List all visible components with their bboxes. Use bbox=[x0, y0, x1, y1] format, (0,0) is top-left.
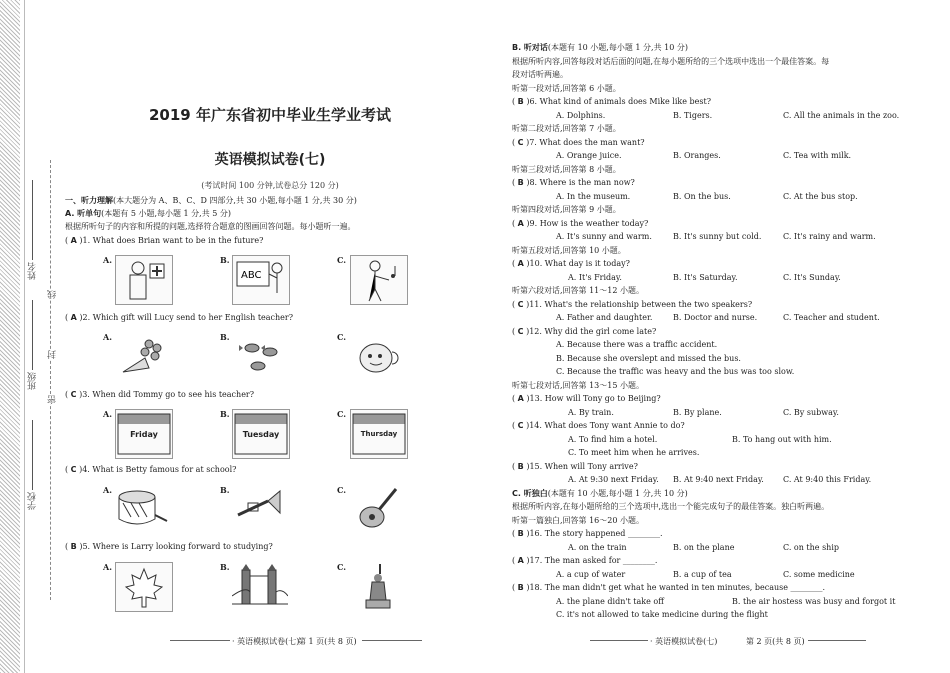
option-c-label: C. bbox=[337, 409, 347, 419]
q17-option-b: B. a cup of tea bbox=[673, 570, 732, 579]
footer-rule-right bbox=[808, 640, 866, 641]
tower-bridge-icon bbox=[232, 562, 288, 610]
q12-option-b: B. Because she overslept and missed the bus. bbox=[556, 354, 741, 363]
part-b-instructions: 根据所听内容,回答每段对话后面的问题,在每小题所给的三个选项中选出一个最佳答案。每 bbox=[512, 57, 830, 66]
answer-7: C bbox=[517, 138, 524, 147]
question-4-text: )4. What is Betty famous for at school? bbox=[79, 465, 237, 474]
option-b-label: B. bbox=[220, 255, 230, 265]
exam-info: (考试时间 100 分钟,试卷总分 120 分) bbox=[201, 181, 339, 190]
maple-leaf-icon bbox=[115, 562, 173, 612]
calendar-thursday-text: Thursday bbox=[360, 430, 398, 438]
question-8: ( B )8. Where is the man now? bbox=[512, 178, 635, 187]
option-a-label: A. bbox=[103, 485, 112, 495]
section-1-note: (本大题分为 A、B、C、D 四部分,共 30 小题,每小题 1 分,共 30 分) bbox=[113, 196, 357, 205]
question-17: ( A )17. The man asked for ________. bbox=[512, 556, 658, 565]
answer-12: C bbox=[517, 327, 524, 336]
footer-page: 第 1 页(共 8 页) bbox=[298, 637, 357, 646]
footer-title: · 英语模拟试卷(七) bbox=[232, 637, 300, 646]
question-9-text: )9. How is the weather today? bbox=[526, 219, 649, 228]
question-4: ( C )4. What is Betty famous for at school? bbox=[65, 465, 237, 474]
q17-option-a: A. a cup of water bbox=[556, 570, 626, 579]
page-2 bbox=[510, 0, 930, 673]
answer-17: A bbox=[517, 556, 524, 565]
q18-option-a: A. the plane didn't take off bbox=[556, 597, 664, 606]
q16-option-a: A. on the train bbox=[568, 543, 627, 552]
option-c-label: C. bbox=[337, 255, 347, 265]
q10-option-a: A. It's Friday. bbox=[568, 273, 622, 282]
answer-18: B bbox=[517, 583, 524, 592]
answer-10: A bbox=[517, 259, 524, 268]
close-label: 密 bbox=[48, 395, 58, 404]
dialogue-6: 听第六段对话,回答第 11～12 小题。 bbox=[512, 286, 644, 295]
question-12: ( C )12. Why did the girl come late? bbox=[512, 327, 657, 336]
answer-5: B bbox=[70, 542, 77, 551]
question-7-text: )7. What does the man want? bbox=[526, 138, 645, 147]
question-10-text: )10. What day is it today? bbox=[526, 259, 630, 268]
q11-option-a: A. Father and daughter. bbox=[556, 313, 653, 322]
school-label: 学校 bbox=[28, 492, 38, 510]
part-c-instructions: 根据所听内容,在每小题所给的三个选项中,选出一个能完成句子的最佳答案。独白听两遍。 bbox=[512, 502, 830, 511]
question-2: ( A )2. Which gift will Lucy send to her English teacher? bbox=[65, 313, 294, 322]
option-a-label: A. bbox=[103, 562, 112, 572]
question-8-text: )8. Where is the man now? bbox=[526, 178, 635, 187]
part-c-title: C. 听独白 bbox=[512, 489, 548, 498]
question-2-text: )2. Which gift will Lucy send to her English teacher? bbox=[79, 313, 294, 322]
part-c-heading bbox=[512, 489, 688, 499]
option-c-label: C. bbox=[337, 485, 347, 495]
option-b-label: B. bbox=[220, 485, 230, 495]
question-17-text: )17. The man asked for ________. bbox=[526, 556, 658, 565]
cut-line bbox=[50, 160, 52, 600]
answer-13: A bbox=[517, 394, 524, 403]
question-12-text: )12. Why did the girl come late? bbox=[526, 327, 657, 336]
question-16-text: )16. The story happened ________. bbox=[526, 529, 663, 538]
class-line bbox=[32, 300, 33, 370]
calendar-tuesday-text: Tuesday bbox=[242, 430, 280, 439]
q14-option-b: B. To hang out with him. bbox=[732, 435, 832, 444]
teacher-icon bbox=[232, 255, 290, 305]
q15-option-b: B. At 9:40 next Friday. bbox=[673, 475, 764, 484]
q17-option-c: C. some medicine bbox=[783, 570, 855, 579]
q16-option-c: C. on the ship bbox=[783, 543, 840, 552]
q9-option-a: A. It's sunny and warm. bbox=[556, 232, 652, 241]
footer-page: 第 2 页(共 8 页) bbox=[746, 637, 805, 646]
answer-11: C bbox=[517, 300, 524, 309]
option-a-label: A. bbox=[103, 409, 112, 419]
q6-option-a: A. Dolphins. bbox=[556, 111, 606, 120]
part-a-heading bbox=[65, 209, 231, 219]
name-line bbox=[32, 180, 33, 260]
option-b-label: B. bbox=[220, 409, 230, 419]
question-5-text: )5. Where is Larry looking forward to studying? bbox=[79, 542, 273, 551]
q13-option-a: A. By train. bbox=[568, 408, 614, 417]
q7-option-a: A. Orange juice. bbox=[556, 151, 622, 160]
q16-option-b: B. on the plane bbox=[673, 543, 735, 552]
part-b-note: (本题有 10 小题,每小题 1 分,共 10 分) bbox=[547, 43, 688, 52]
q10-option-c: C. It's Sunday. bbox=[783, 273, 841, 282]
footer-rule-left bbox=[170, 640, 230, 641]
footer-rule-right bbox=[362, 640, 422, 641]
answer-14: C bbox=[517, 421, 524, 430]
question-18-text: )18. The man didn't get what he wanted in ten minutes, because ________. bbox=[526, 583, 826, 592]
q13-option-c: C. By subway. bbox=[783, 408, 839, 417]
musician-icon bbox=[350, 255, 408, 305]
calendar-thursday bbox=[350, 409, 408, 459]
svg-text:ABC: ABC bbox=[241, 270, 262, 281]
q9-option-b: B. It's sunny but cold. bbox=[673, 232, 762, 241]
option-c-label: C. bbox=[337, 332, 347, 342]
dialogue-4: 听第四段对话,回答第 9 小题。 bbox=[512, 205, 621, 214]
part-a-note: (本题有 5 小题,每小题 1 分,共 5 分) bbox=[101, 209, 232, 218]
dialogue-3: 听第三段对话,回答第 8 小题。 bbox=[512, 165, 621, 174]
q15-option-a: A. At 9:30 next Friday. bbox=[568, 475, 659, 484]
exam-subtitle: 英语模拟试卷(七) bbox=[214, 152, 326, 168]
page-1 bbox=[60, 0, 440, 673]
q8-option-a: A. In the museum. bbox=[556, 192, 631, 201]
part-a-instructions: 根据所听句子的内容和所提的问题,选择符合题意的图画回答问题。每小题听一遍。 bbox=[65, 222, 356, 231]
q7-option-b: B. Oranges. bbox=[673, 151, 721, 160]
question-18: ( B )18. The man didn't get what he wanted in ten minutes, because ________. bbox=[512, 583, 826, 592]
q8-option-b: B. On the bus. bbox=[673, 192, 731, 201]
question-5: ( B )5. Where is Larry looking forward to studying? bbox=[65, 542, 273, 551]
answer-6: B bbox=[517, 97, 524, 106]
answer-16: B bbox=[517, 529, 524, 538]
question-3-text: )3. When did Tommy go to see his teacher? bbox=[79, 390, 255, 399]
question-11: ( C )11. What's the relationship between the two speakers? bbox=[512, 300, 753, 309]
seal-label: 封 bbox=[48, 350, 58, 359]
question-15: ( B )15. When will Tony arrive? bbox=[512, 462, 638, 471]
line-label: 线 bbox=[48, 290, 58, 299]
q18-option-b: B. the air hostess was busy and forgot it bbox=[732, 597, 896, 606]
footer-title: · 英语模拟试卷(七) bbox=[650, 637, 718, 646]
question-10: ( A )10. What day is it today? bbox=[512, 259, 630, 268]
guitar-icon bbox=[350, 485, 406, 533]
calendar-tuesday bbox=[232, 409, 290, 459]
question-13-text: )13. How will Tony go to Beijing? bbox=[526, 394, 661, 403]
question-1: ( A )1. What does Brian want to be in the future? bbox=[65, 236, 264, 245]
option-a-label: A. bbox=[103, 255, 112, 265]
question-6: ( B )6. What kind of animals does Mike like best? bbox=[512, 97, 712, 106]
option-c-label: C. bbox=[337, 562, 347, 572]
class-label: 班级 bbox=[28, 372, 38, 390]
question-3: ( C )3. When did Tommy go to see his teacher? bbox=[65, 390, 255, 399]
statue-of-liberty-icon bbox=[350, 562, 406, 610]
question-14-text: )14. What does Tony want Annie to do? bbox=[526, 421, 685, 430]
calendar-friday-text: Friday bbox=[130, 430, 158, 439]
option-a-label: A. bbox=[103, 332, 112, 342]
question-11-text: )11. What's the relationship between the two speakers? bbox=[526, 300, 753, 309]
answer-2: A bbox=[70, 313, 77, 322]
answer-4: C bbox=[70, 465, 77, 474]
question-14: ( C )14. What does Tony want Annie to do? bbox=[512, 421, 685, 430]
exam-title: 2019 年广东省初中毕业生学业考试 bbox=[149, 106, 391, 124]
part-b-title: B. 听对话 bbox=[512, 43, 548, 52]
q15-option-c: C. At 9:40 this Friday. bbox=[783, 475, 872, 484]
answer-8: B bbox=[517, 178, 524, 187]
part-c-note: (本题有 10 小题,每小题 1 分,共 10 分) bbox=[547, 489, 688, 498]
q6-option-b: B. Tigers. bbox=[673, 111, 713, 120]
q14-option-a: A. To find him a hotel. bbox=[568, 435, 658, 444]
q8-option-c: C. At the bus stop. bbox=[783, 192, 858, 201]
trumpet-icon bbox=[232, 485, 288, 533]
dialogue-5: 听第五段对话,回答第 10 小题。 bbox=[512, 246, 626, 255]
monologue-1: 听第一篇独白,回答第 16～20 小题。 bbox=[512, 516, 644, 525]
question-7: ( C )7. What does the man want? bbox=[512, 138, 645, 147]
question-9: ( A )9. How is the weather today? bbox=[512, 219, 649, 228]
question-6-text: )6. What kind of animals does Mike like best? bbox=[526, 97, 712, 106]
dialogue-7: 听第七段对话,回答第 13～15 小题。 bbox=[512, 381, 644, 390]
q14-option-c: C. To meet him when he arrives. bbox=[568, 448, 700, 457]
flowers-icon bbox=[115, 332, 171, 380]
q12-option-c: C. Because the traffic was heavy and the bus was too slow. bbox=[556, 367, 795, 376]
q12-option-a: A. Because there was a traffic accident. bbox=[556, 340, 718, 349]
section-1-title: 一、听力理解 bbox=[65, 196, 113, 205]
part-a-title: A. 听单句 bbox=[65, 209, 102, 218]
calendar-friday bbox=[115, 409, 173, 459]
answer-1: A bbox=[70, 236, 77, 245]
answer-9: A bbox=[517, 219, 524, 228]
part-b-instructions-2: 段对话听两遍。 bbox=[512, 70, 568, 79]
school-line bbox=[32, 420, 33, 490]
question-16: ( B )16. The story happened ________. bbox=[512, 529, 663, 538]
candy-icon bbox=[232, 332, 288, 380]
option-b-label: B. bbox=[220, 332, 230, 342]
cup-icon bbox=[350, 332, 406, 380]
q11-option-c: C. Teacher and student. bbox=[783, 313, 880, 322]
name-label: 姓名 bbox=[28, 262, 38, 280]
question-15-text: )15. When will Tony arrive? bbox=[526, 462, 638, 471]
q6-option-c: C. All the animals in the zoo. bbox=[783, 111, 900, 120]
drum-icon bbox=[115, 485, 171, 533]
q10-option-b: B. It's Saturday. bbox=[673, 273, 738, 282]
footer-rule-left bbox=[590, 640, 648, 641]
doctor-icon bbox=[115, 255, 173, 305]
binding-margin-border bbox=[0, 0, 25, 673]
q9-option-c: C. It's rainy and warm. bbox=[783, 232, 876, 241]
question-1-text: )1. What does Brian want to be in the future? bbox=[79, 236, 264, 245]
answer-3: C bbox=[70, 390, 77, 399]
answer-15: B bbox=[517, 462, 524, 471]
dialogue-2: 听第二段对话,回答第 7 小题。 bbox=[512, 124, 621, 133]
dialogue-1: 听第一段对话,回答第 6 小题。 bbox=[512, 84, 621, 93]
option-b-label: B. bbox=[220, 562, 230, 572]
q13-option-b: B. By plane. bbox=[673, 408, 722, 417]
section-1-heading bbox=[65, 196, 357, 206]
q7-option-c: C. Tea with milk. bbox=[783, 151, 852, 160]
q18-option-c: C. it's not allowed to take medicine during the flight bbox=[556, 610, 768, 619]
question-13: ( A )13. How will Tony go to Beijing? bbox=[512, 394, 661, 403]
q11-option-b: B. Doctor and nurse. bbox=[673, 313, 758, 322]
part-b-heading bbox=[512, 43, 688, 53]
